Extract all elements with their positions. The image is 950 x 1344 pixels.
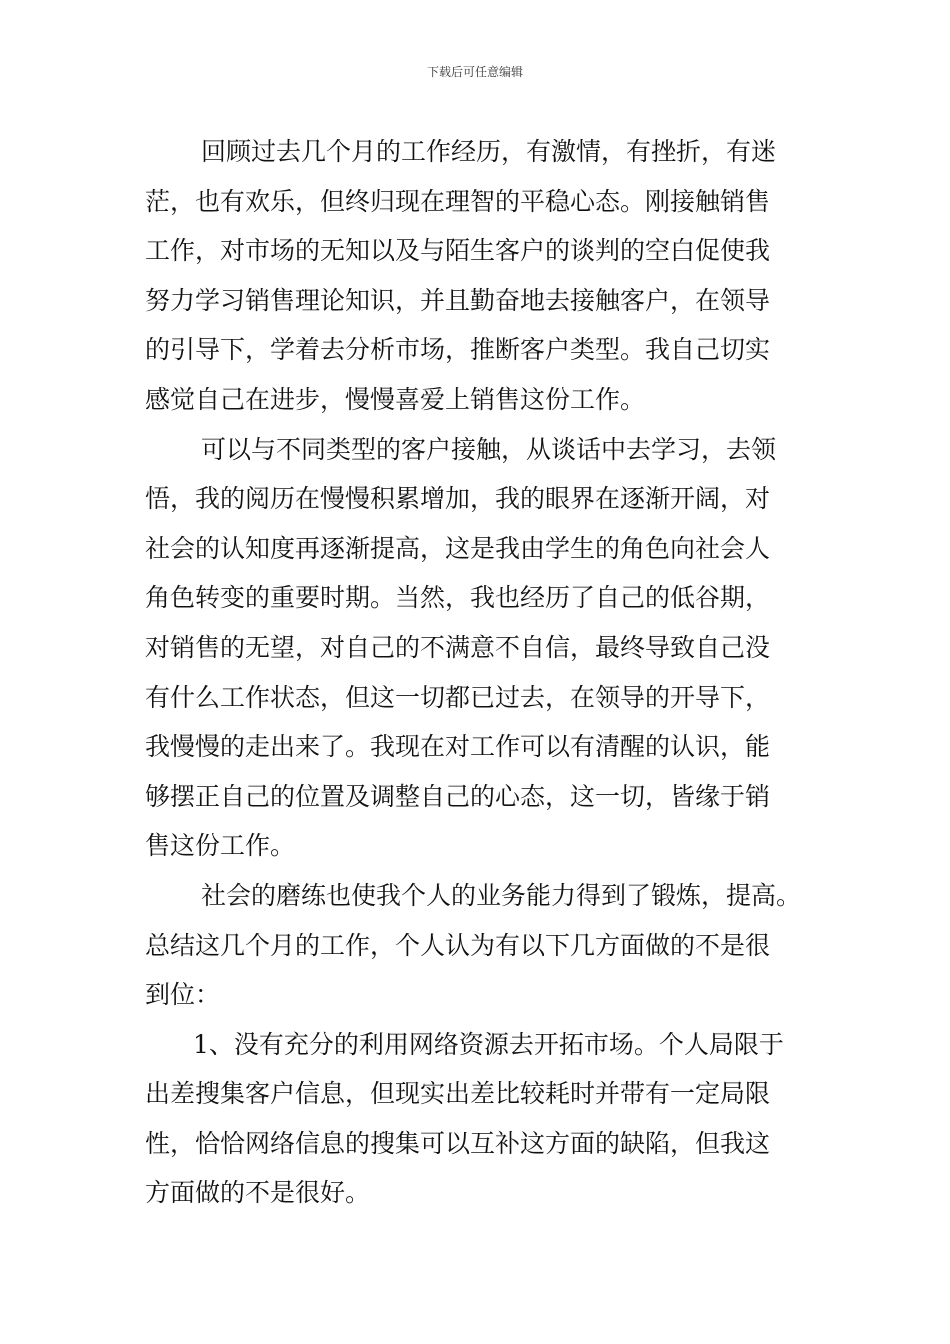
- document-body: [145, 127, 815, 1218]
- paragraph-line: 有什么工作状态，但这一切都已过去，在领导的开导下，: [145, 682, 771, 712]
- paragraph-line: 够摆正自己的位置及调整自己的心态，这一切，皆缘于销: [145, 781, 771, 811]
- paragraph-line: 角色转变的重要时期。当然，我也经历了自己的低谷期，: [145, 583, 771, 613]
- paragraph-2: [145, 425, 815, 871]
- paragraph-line: 性，恰恰网络信息的搜集可以互补这方面的缺陷，但我这: [145, 1128, 771, 1158]
- paragraph-1: [145, 127, 815, 425]
- paragraph-line: 1、没有充分的利用网络资源去开拓市场。个人局限于: [193, 1029, 784, 1059]
- paragraph-line: 工作，对市场的无知以及与陌生客户的谈判的空白促使我: [145, 236, 771, 266]
- paragraph-line: 到位：: [145, 980, 221, 1010]
- paragraph-line: 努力学习销售理论知识，并且勤奋地去接触客户，在领导: [145, 285, 771, 315]
- page-header: 下载后可任意编辑: [426, 65, 523, 79]
- paragraph-line: 的引导下，学着去分析市场，推断客户类型。我自己切实: [145, 335, 771, 365]
- paragraph-3: [145, 871, 815, 1020]
- paragraph-line: 悟，我的阅历在慢慢积累增加，我的眼界在逐渐开阔，对: [145, 484, 771, 514]
- paragraph-line: 茫，也有欢乐，但终归现在理智的平稳心态。刚接触销售: [145, 186, 771, 216]
- paragraph-4: [145, 1020, 815, 1218]
- paragraph-line: 总结这几个月的工作，个人认为有以下几方面做的不是很: [145, 930, 771, 960]
- paragraph-line: 对销售的无望，对自己的不满意不自信，最终导致自己没: [145, 632, 771, 662]
- paragraph-line: 方面做的不是很好。: [145, 1178, 371, 1208]
- paragraph-line: 社会的认知度再逐渐提高，这是我由学生的角色向社会人: [145, 533, 771, 563]
- paragraph-line: 社会的磨练也使我个人的业务能力得到了锻炼，提高。: [201, 880, 802, 910]
- paragraph-line: 出差搜集客户信息，但现实出差比较耗时并带有一定局限: [145, 1079, 771, 1109]
- paragraph-line: 我慢慢的走出来了。我现在对工作可以有清醒的认识，能: [145, 732, 771, 762]
- paragraph-line: 感觉自己在进步，慢慢喜爱上销售这份工作。: [145, 384, 646, 414]
- paragraph-line: 售这份工作。: [145, 831, 296, 861]
- paragraph-line: 可以与不同类型的客户接触，从谈话中去学习，去领: [201, 434, 777, 464]
- paragraph-line: 回顾过去几个月的工作经历，有激情，有挫折，有迷: [201, 137, 777, 166]
